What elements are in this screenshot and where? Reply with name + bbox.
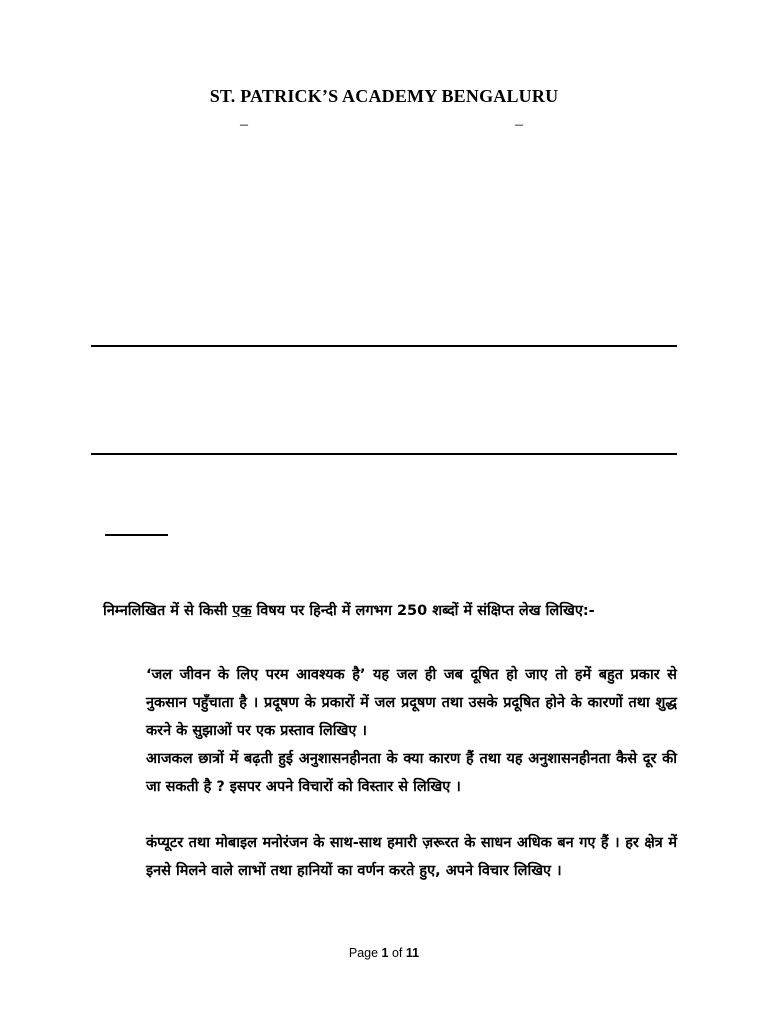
page-number [0, 946, 768, 960]
prompt-underlined-word: एक [232, 603, 252, 619]
header-dash-left: – [240, 116, 248, 133]
question-prompt [103, 597, 677, 625]
of-word: of [391, 946, 403, 960]
prompt-text-start: निम्नलिखित में से किसी [103, 603, 233, 619]
topic-1-text: ‘जल जीवन के लिए परम आवश्यक है’ यह जल ही जब दूषित हो जाए तो हमें बहुत प्रकार से नुकसान पहुँचाता है । प्रदूषण के प्रकारों में जल प्रदूषण तथा उसके प्रदूषित होने के कारणों तथा शुद्ध करने के सुझाओं पर एक प्रस्ताव लिखिए । [146, 667, 677, 739]
topic-3-text: कंप्यूटर तथा मोबाइल मनोरंजन के साथ-साथ हमारी ज़रूरत के साधन अधिक बन गए हैं । हर क्षेत्र में इनसे मिलने वाले लाभों तथा हानियों का वर्णन करते हुए, अपने विचार लिखिए । [146, 835, 677, 879]
page-word: Page [348, 946, 379, 960]
horizontal-rule-bottom [91, 453, 677, 455]
section-heading-underline [105, 534, 168, 536]
header-dash-right: – [515, 116, 523, 133]
current-page: 1 [381, 946, 389, 960]
prompt-text-end: विषय पर हिन्दी में लगभग 250 शब्दों में संक्षिप्त लेख लिखिए:- [251, 603, 595, 619]
horizontal-rule-top [91, 345, 677, 347]
school-title: ST. PATRICK’S ACADEMY BENGALURU [209, 86, 559, 106]
topic-2-text: आजकल छात्रों में बढ़ती हुई अनुशासनहीनता के क्या कारण हैं तथा यह अनुशासनहीनता कैसे दूर की जा सकती है ? इसपर अपने विचारों को विस्तार से लिखिए । [146, 751, 677, 795]
total-pages: 11 [405, 946, 420, 960]
